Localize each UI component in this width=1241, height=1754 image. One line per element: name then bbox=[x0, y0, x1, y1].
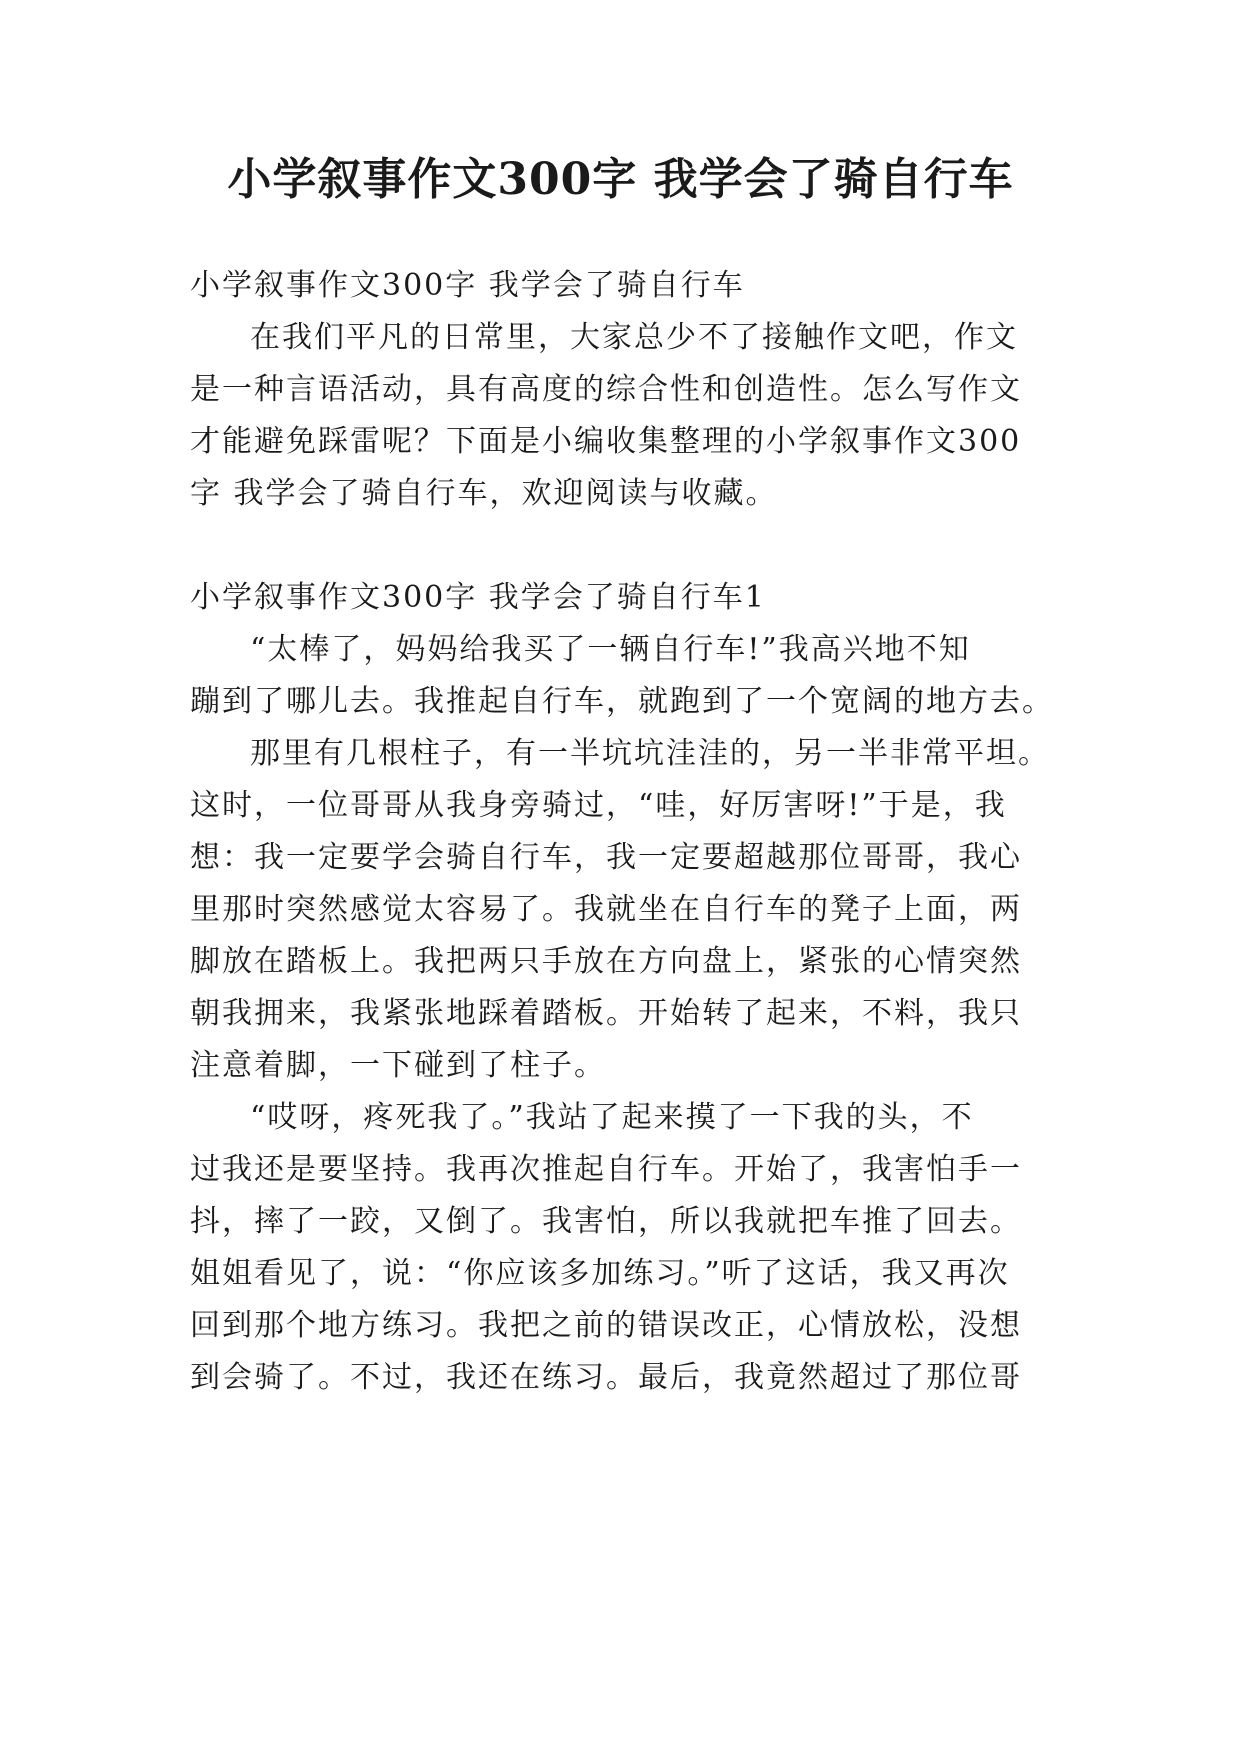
intro-line-1: 在我们平凡的日常里，大家总少不了接触作文吧，作文 bbox=[250, 320, 1018, 355]
body-line-12: 抖，摔了一跤，又倒了。我害怕，所以我就把车推了回去。 bbox=[190, 1204, 1022, 1239]
intro-line-2: 是一种言语活动，具有高度的综合性和创造性。怎么写作文 bbox=[190, 372, 1022, 407]
body-line-8: 朝我拥来，我紧张地踩着踏板。开始转了起来，不料，我只 bbox=[190, 996, 1022, 1031]
body-line-9: 注意着脚，一下碰到了柱子。 bbox=[190, 1048, 606, 1083]
document-title: 小学叙事作文300字 我学会了骑自行车 bbox=[227, 154, 1014, 205]
body-line-2: 蹦到了哪儿去。我推起自行车，就跑到了一个宽阔的地方去。 bbox=[190, 684, 1054, 719]
body-line-1: “太棒了，妈妈给我买了一辆自行车!”我高兴地不知 bbox=[250, 632, 971, 667]
body-line-10: “哎呀，疼死我了。”我站了起来摸了一下我的头，不 bbox=[250, 1100, 974, 1135]
body-line-13: 姐姐看见了，说：“你应该多加练习。”听了这话，我又再次 bbox=[190, 1256, 1010, 1291]
intro-line-3: 才能避免踩雷呢？下面是小编收集整理的小学叙事作文300 bbox=[190, 424, 1022, 459]
body-line-5: 想：我一定要学会骑自行车，我一定要超越那位哥哥，我心 bbox=[190, 840, 1022, 875]
body-line-15: 到会骑了。不过，我还在练习。最后，我竟然超过了那位哥 bbox=[190, 1360, 1022, 1395]
subtitle-line: 小学叙事作文300字 我学会了骑自行车 bbox=[190, 268, 745, 303]
body-line-6: 里那时突然感觉太容易了。我就坐在自行车的凳子上面，两 bbox=[190, 892, 1022, 927]
body-line-11: 过我还是要坚持。我再次推起自行车。开始了，我害怕手一 bbox=[190, 1152, 1022, 1187]
intro-line-4: 字 我学会了骑自行车，欢迎阅读与收藏。 bbox=[190, 476, 778, 511]
body-line-3: 那里有几根柱子，有一半坑坑洼洼的，另一半非常平坦。 bbox=[250, 736, 1050, 771]
body-line-14: 回到那个地方练习。我把之前的错误改正，心情放松，没想 bbox=[190, 1308, 1022, 1343]
section-heading: 小学叙事作文300字 我学会了骑自行车1 bbox=[190, 580, 766, 615]
body-line-7: 脚放在踏板上。我把两只手放在方向盘上，紧张的心情突然 bbox=[190, 944, 1022, 979]
body-line-4: 这时，一位哥哥从我身旁骑过，“哇，好厉害呀!”于是，我 bbox=[190, 788, 1007, 823]
